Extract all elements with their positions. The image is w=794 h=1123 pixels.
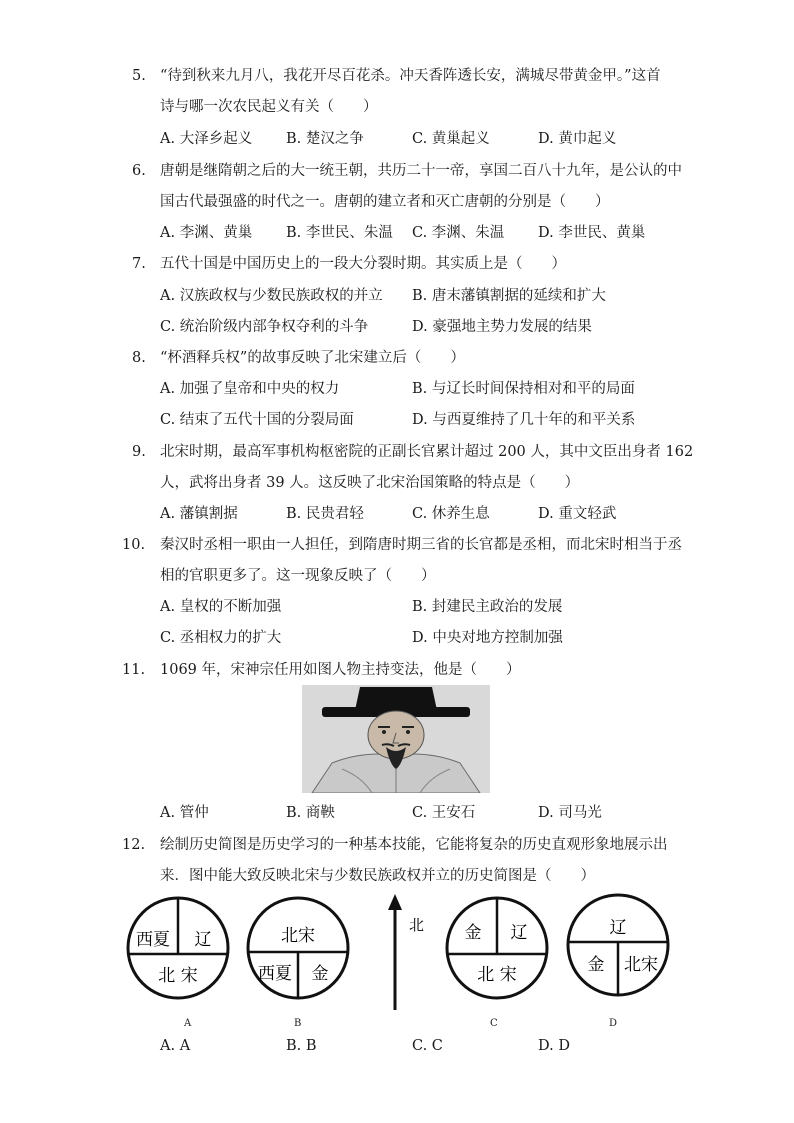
question-8-option-b[interactable]: B. 与辽长时间保持相对和平的局面 (412, 381, 635, 397)
diagram-b-bottom-left: 西夏 (258, 964, 292, 984)
question-6-option-c[interactable]: C. 李渊、朱温 (412, 225, 505, 241)
diagram-d-top: 辽 (609, 918, 627, 938)
question-7-option-d[interactable]: D. 豪强地主势力发展的结果 (412, 319, 592, 335)
question-9-option-c[interactable]: C. 休养生息 (412, 506, 490, 522)
question-8-number: 8. (132, 350, 146, 366)
question-12-option-b[interactable]: B. B (286, 1038, 317, 1054)
question-6-option-d[interactable]: D. 李世民、黄巢 (538, 225, 646, 241)
diagram-a-label: A (184, 1018, 192, 1029)
diagram-a-top-right: 辽 (194, 930, 212, 950)
question-11-option-d[interactable]: D. 司马光 (538, 805, 602, 821)
question-7-option-b[interactable]: B. 唐末藩镇割据的延续和扩大 (412, 288, 606, 304)
question-10-text-line-2: 相的官职更多了。这一现象反映了（ ） (160, 568, 436, 584)
question-7-option-a[interactable]: A. 汉族政权与少数民族政权的并立 (160, 288, 383, 304)
question-9-option-b[interactable]: B. 民贵君轻 (286, 506, 364, 522)
diagram-a-top-left: 西夏 (136, 930, 170, 950)
diagram-a[interactable] (128, 898, 228, 998)
question-9-number: 9. (132, 444, 146, 460)
question-8-option-d[interactable]: D. 与西夏维持了几十年的和平关系 (412, 412, 636, 428)
question-6-option-a[interactable]: A. 李渊、黄巢 (160, 225, 253, 241)
question-11-option-c[interactable]: C. 王安石 (412, 805, 476, 821)
diagram-b-bottom-right: 金 (311, 964, 329, 984)
question-11-text-line-1: 1069 年，宋神宗任用如图人物主持变法，他是（ ） (160, 662, 521, 678)
diagram-c-label: C (490, 1018, 498, 1029)
diagram-c-top-right: 辽 (510, 923, 528, 943)
question-10-number: 10. (122, 537, 146, 553)
question-11-option-a[interactable]: A. 管仲 (160, 805, 209, 821)
question-9-option-a[interactable]: A. 藩镇割据 (160, 506, 238, 522)
question-12-number: 12. (122, 837, 146, 853)
question-8-text-line-1: “杯酒释兵权”的故事反映了北宋建立后（ ） (160, 350, 465, 366)
question-8-option-c[interactable]: C. 结束了五代十国的分裂局面 (160, 412, 354, 428)
diagram-a-bottom: 北 宋 (158, 966, 198, 986)
north-arrow-icon (388, 894, 402, 1010)
question-9-option-d[interactable]: D. 重文轻武 (538, 506, 617, 522)
question-10-option-d[interactable]: D. 中央对地方控制加强 (412, 630, 563, 646)
question-12-text-line-1: 绘制历史简图是历史学习的一种基本技能，它能将复杂的历史直观形象地展示出 (160, 837, 668, 853)
north-label: 北 (409, 916, 425, 934)
question-12-option-a[interactable]: A. A (160, 1038, 191, 1054)
question-10-text-line-1: 秦汉时丞相一职由一人担任，到隋唐时期三省的长官都是丞相，而北宋时相当于丞 (160, 537, 682, 553)
historical-sketch-diagrams (125, 890, 685, 1040)
question-12-option-d[interactable]: D. D (538, 1038, 570, 1054)
question-6-text-line-2: 国古代最强盛的时代之一。唐朝的建立者和灭亡唐朝的分别是（ ） (160, 194, 610, 210)
question-6-text-line-1: 唐朝是继隋朝之后的大一统王朝，共历二十一帝，享国二百八十九年，是公认的中 (160, 163, 682, 179)
diagram-c-top-left: 金 (464, 923, 482, 943)
diagram-d-label: D (609, 1018, 618, 1029)
question-9-text-line-2: 人，武将出身者 39 人。这反映了北宋治国策略的特点是（ ） (160, 475, 580, 491)
question-10-option-a[interactable]: A. 皇权的不断加强 (160, 599, 282, 615)
question-5-option-a[interactable]: A. 大泽乡起义 (160, 131, 253, 147)
question-6-number: 6. (132, 163, 146, 179)
question-11-number: 11. (122, 662, 146, 678)
question-6-option-b[interactable]: B. 李世民、朱温 (286, 225, 393, 241)
diagram-d[interactable] (568, 895, 668, 995)
portrait-image (302, 685, 490, 793)
diagram-d-bottom-right: 北宋 (624, 955, 658, 975)
portrait-illustration (302, 685, 490, 793)
question-5-option-d[interactable]: D. 黄巾起义 (538, 131, 617, 147)
diagram-svg (125, 890, 685, 1020)
question-5-option-c[interactable]: C. 黄巢起义 (412, 131, 490, 147)
question-11-option-b[interactable]: B. 商鞅 (286, 805, 335, 821)
diagram-c-bottom: 北 宋 (477, 965, 517, 985)
question-12-option-c[interactable]: C. C (412, 1038, 443, 1054)
diagram-b[interactable] (248, 898, 348, 998)
question-7-text-line-1: 五代十国是中国历史上的一段大分裂时期。其实质上是（ ） (160, 256, 566, 272)
question-12-text-line-2: 来．图中能大致反映北宋与少数民族政权并立的历史简图是（ ） (160, 868, 595, 884)
question-9-text-line-1: 北宋时期，最高军事机构枢密院的正副长官累计超过 200 人，其中文臣出身者 162 (160, 444, 694, 460)
question-10-option-b[interactable]: B. 封建民主政治的发展 (412, 599, 563, 615)
question-5-option-b[interactable]: B. 楚汉之争 (286, 131, 364, 147)
question-5-text-line-1: “待到秋来九月八，我花开尽百花杀。冲天香阵透长安，满城尽带黄金甲。”这首 (160, 68, 661, 84)
diagram-d-bottom-left: 金 (587, 955, 605, 975)
question-7-number: 7. (132, 256, 146, 272)
question-5-text-line-2: 诗与哪一次农民起义有关（ ） (160, 99, 378, 115)
diagram-c[interactable] (447, 898, 547, 998)
diagram-b-label: B (294, 1018, 302, 1029)
question-8-option-a[interactable]: A. 加强了皇帝和中央的权力 (160, 381, 340, 397)
question-5-number: 5. (132, 68, 146, 84)
question-7-option-c[interactable]: C. 统治阶级内部争权夺利的斗争 (160, 319, 369, 335)
diagram-b-top: 北宋 (281, 926, 315, 946)
question-10-option-c[interactable]: C. 丞相权力的扩大 (160, 630, 282, 646)
